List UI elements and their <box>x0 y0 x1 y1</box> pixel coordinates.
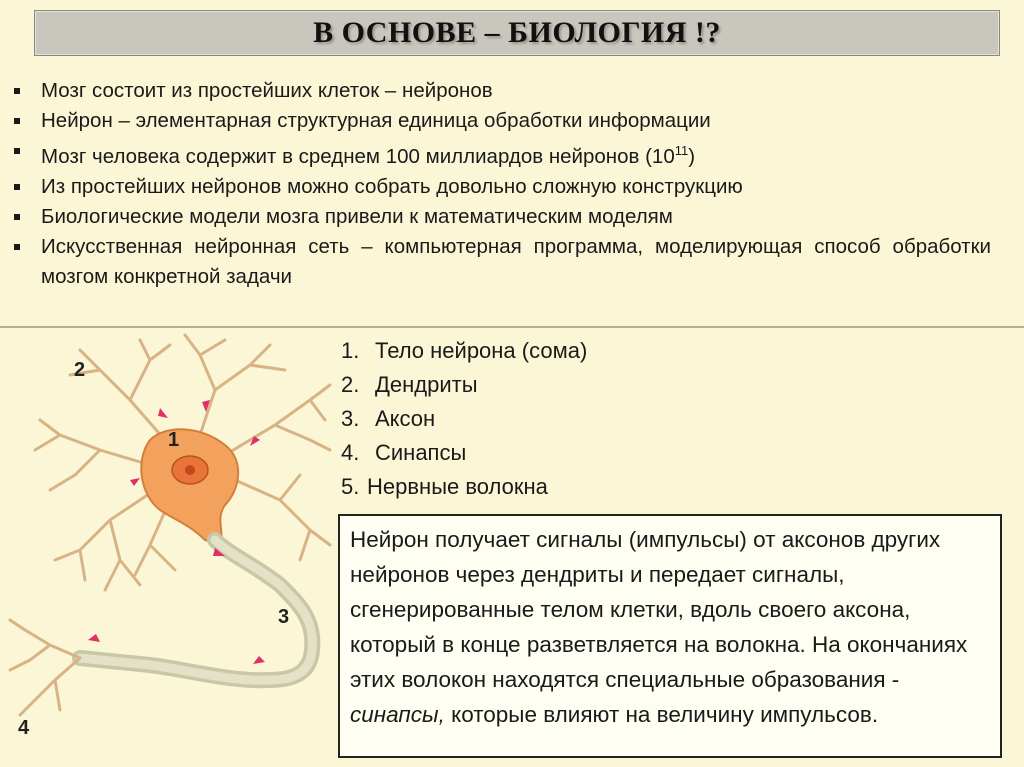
bullet-list <box>8 76 998 292</box>
emphasis-term: синапсы, <box>350 702 445 727</box>
slide-title: В ОСНОВЕ – БИОЛОГИЯ !? <box>313 16 721 49</box>
section-divider <box>0 326 1024 328</box>
exponent: 11 <box>674 143 689 158</box>
list-item: Мозг человека содержит в среднем 100 миллиардов нейронов $(10^{11})$ <box>8 136 998 172</box>
title-bar <box>34 10 1000 56</box>
bullet-square-icon <box>14 244 20 250</box>
list-item: Из простейших нейронов можно собрать довольно сложную конструкцию <box>8 172 998 202</box>
bullet-square-icon <box>14 88 20 94</box>
bullet-square-icon <box>14 148 20 154</box>
soma-shape <box>141 429 238 545</box>
list-item: Мозг состоит из простейших клеток – нейронов <box>8 76 998 106</box>
list-item: 5. Нервные волокна <box>341 474 548 499</box>
label-1: 1 <box>168 429 180 451</box>
description-box: Нейрон получает сигналы (импульсы) от аксонов других нейронов через дендриты и передает сигналы, сгенерированные телом клетки, вдоль своего аксона, который в конце разветвляется на волокна. На окончаниях этих волокон находятся специальные образования - синапсы, которые влияют на величину импульсов. <box>338 514 1002 758</box>
list-item: 2. Дендриты <box>341 372 478 397</box>
label-2: 2 <box>74 359 86 381</box>
axon-terminals <box>10 620 80 715</box>
bullet-square-icon <box>14 184 20 190</box>
list-item: 1. Тело нейрона (сома) <box>341 338 588 363</box>
bullet-square-icon <box>14 118 20 124</box>
neuron-diagram <box>0 330 340 767</box>
list-item: Нейрон – элементарная структурная единица обработки информации <box>8 106 998 136</box>
list-item: 3. Аксон <box>341 406 436 431</box>
list-item: 4. Синапсы <box>341 440 467 465</box>
parts-list <box>341 334 587 504</box>
label-4: 4 <box>18 717 30 739</box>
list-item: Искусственная нейронная сеть – компьютерная программа, моделирующая способ обработки мозгом конкретной задачи <box>8 232 991 292</box>
list-item: Биологические модели мозга привели к математическим моделям <box>8 202 998 232</box>
label-3: 3 <box>278 606 290 628</box>
bullet-square-icon <box>14 214 20 220</box>
